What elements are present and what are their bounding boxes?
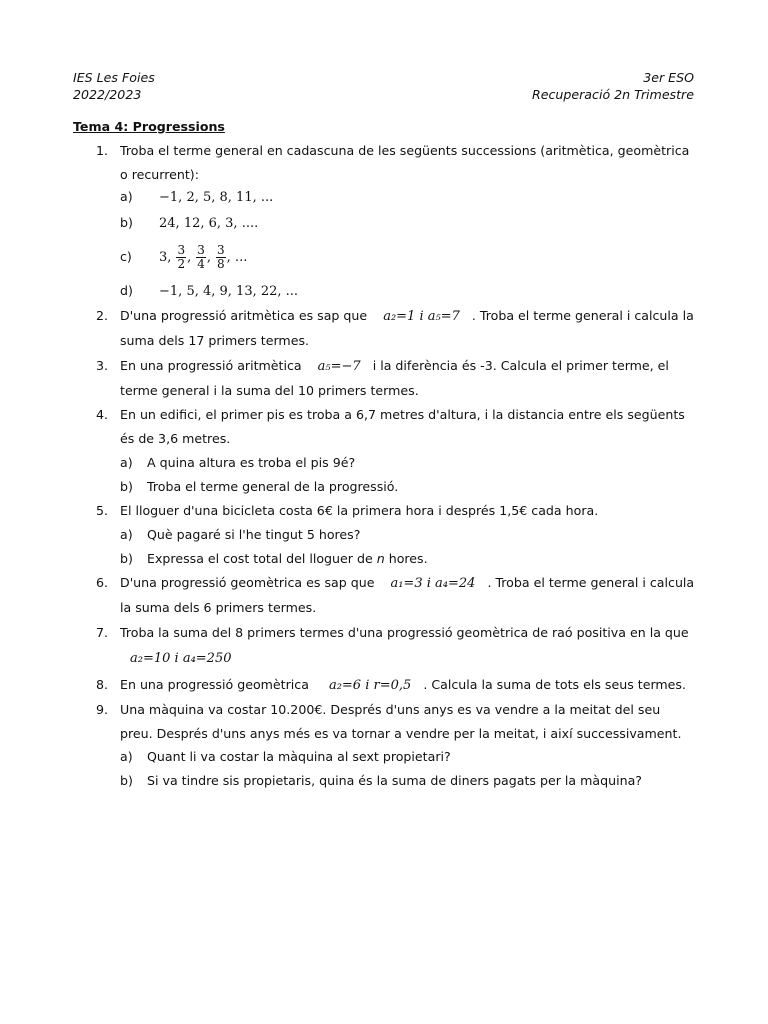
exercise-1c: c) 3, $\frac{3}{2}$ , $\frac{3}{4}$ , $\frac{3}{8}$ , ...: [120, 243, 248, 271]
exercise-4: [96, 403, 696, 452]
page-header: [73, 69, 694, 103]
math-condition: a₂=6 i r=0,5: [328, 678, 412, 693]
fraction: $\frac{3}{2}$: [177, 243, 186, 271]
fraction: $\frac{3}{8}$: [217, 243, 225, 271]
sub-label: c): [120, 249, 132, 264]
exercise-number: 9.: [96, 702, 109, 717]
exercise-text: Troba la suma del 8 primers termes d'una progressió geomètrica de raó positiva en la que: [120, 625, 689, 640]
exercise-number: 2.: [96, 308, 109, 323]
sequence: −1, 2, 5, 8, 11, ...: [159, 190, 274, 205]
exam-name: Recuperació 2n Trimestre: [531, 87, 694, 102]
sub-text: Si va tindre sis propietaris, quina és la suma de diners pagats per la màquina?: [147, 773, 642, 788]
sub-label: a): [120, 189, 133, 204]
math-condition: a₂=10 i a₄=250: [130, 651, 232, 666]
exercise-number: 4.: [96, 407, 109, 422]
exercise-1b: [120, 211, 258, 236]
math-condition: a₅=−7: [317, 359, 361, 374]
header-right: [532, 69, 694, 103]
exercise-number: 3.: [96, 358, 109, 373]
exercise-9: [96, 698, 696, 747]
sub-label: b): [120, 773, 133, 788]
sequence: 24, 12, 6, 3, ....: [159, 216, 259, 231]
exercise-9b: [120, 769, 642, 793]
exercise-text: Troba el terme general en cadascuna de les següents successions (aritmètica, geomètrica o recurrent):: [120, 143, 690, 183]
sequence-first: 3,: [159, 250, 172, 265]
exercise-3: [96, 354, 696, 404]
exercise-7-condition: [130, 646, 232, 671]
exercise-8: [96, 673, 696, 698]
exercise-7: [96, 621, 696, 645]
sub-label: a): [120, 527, 133, 542]
sequence-tail: , ...: [226, 250, 248, 265]
exercise-text: En un edifici, el primer pis es troba a 6,7 metres d'altura, i la distancia entre els següents és de 3,6 metres.: [120, 407, 685, 447]
sub-text: Què pagaré si l'he tingut 5 hores?: [147, 527, 361, 542]
exercise-text-pre: En una progressió geomètrica: [120, 677, 309, 692]
exercise-text-pre: D'una progressió aritmètica es sap que: [120, 308, 368, 323]
sub-label: b): [120, 215, 133, 230]
math-condition: a₂=1 i a₅=7: [383, 309, 460, 324]
sub-label: d): [120, 283, 133, 298]
sub-label: b): [120, 479, 133, 494]
exercise-number: 6.: [96, 575, 109, 590]
sub-label: a): [120, 749, 133, 764]
exercise-text: El lloguer d'una bicicleta costa 6€ la primera hora i després 1,5€ cada hora.: [120, 503, 599, 518]
school-name: IES Les Foies: [73, 70, 155, 85]
exercise-text-post: i la diferència és -3. Calcula el primer terme, el terme general i la suma del 10 primers termes.: [120, 358, 669, 399]
exercise-number: 7.: [96, 625, 109, 640]
sub-text: A quina altura es troba el pis 9é?: [147, 455, 356, 470]
exercise-5a: [120, 523, 360, 547]
sub-label: a): [120, 455, 133, 470]
sub-text: Troba el terme general de la progressió.: [147, 479, 399, 494]
sub-text: Quant li va costar la màquina al sext propietari?: [147, 749, 451, 764]
exercise-9a: [120, 745, 451, 769]
course-name: 3er ESO: [643, 70, 694, 85]
exercise-text-pre: D'una progressió geomètrica es sap que: [120, 575, 375, 590]
exercise-5b: [120, 547, 428, 571]
exercise-text-post: . Calcula la suma de tots els seus termes.: [423, 677, 686, 692]
exercise-text-post: . Troba el terme general i calcula la suma dels 17 primers termes.: [120, 308, 694, 349]
math-condition: a₁=3 i a₄=24: [390, 576, 476, 591]
variable-n: n: [376, 551, 385, 566]
exercise-4a: [120, 451, 355, 475]
school-year: 2022/2023: [73, 87, 142, 102]
exercise-text: Una màquina va costar 10.200€. Després d'uns anys es va vendre a la meitat del seu preu. Després d'uns anys més es va tornar a vendre per la meitat, i així successivament.: [120, 702, 682, 742]
fraction: $\frac{3}{4}$: [197, 243, 205, 271]
exercise-number: 5.: [96, 503, 109, 518]
exercise-text-pre: En una progressió aritmètica: [120, 358, 302, 373]
exercise-1: [96, 139, 696, 188]
sub-label: b): [120, 551, 133, 566]
exercise-5: [96, 499, 696, 523]
topic-title: Tema 4: Progressions: [73, 119, 225, 134]
exercise-2: [96, 304, 696, 354]
exercise-4b: [120, 475, 398, 499]
sub-text-post: hores.: [388, 551, 428, 566]
exercise-text-post: . Troba el terme general i calcula la suma dels 6 primers termes.: [120, 575, 695, 616]
sub-text-pre: Expressa el cost total del lloguer de: [147, 551, 373, 566]
exercise-6: [96, 571, 696, 621]
exercise-number: 8.: [96, 677, 109, 692]
sequence: −1, 5, 4, 9, 13, 22, ...: [159, 284, 299, 299]
exercise-number: 1.: [96, 143, 109, 158]
exercise-1d: [120, 279, 298, 304]
exercise-1a: [120, 185, 273, 210]
